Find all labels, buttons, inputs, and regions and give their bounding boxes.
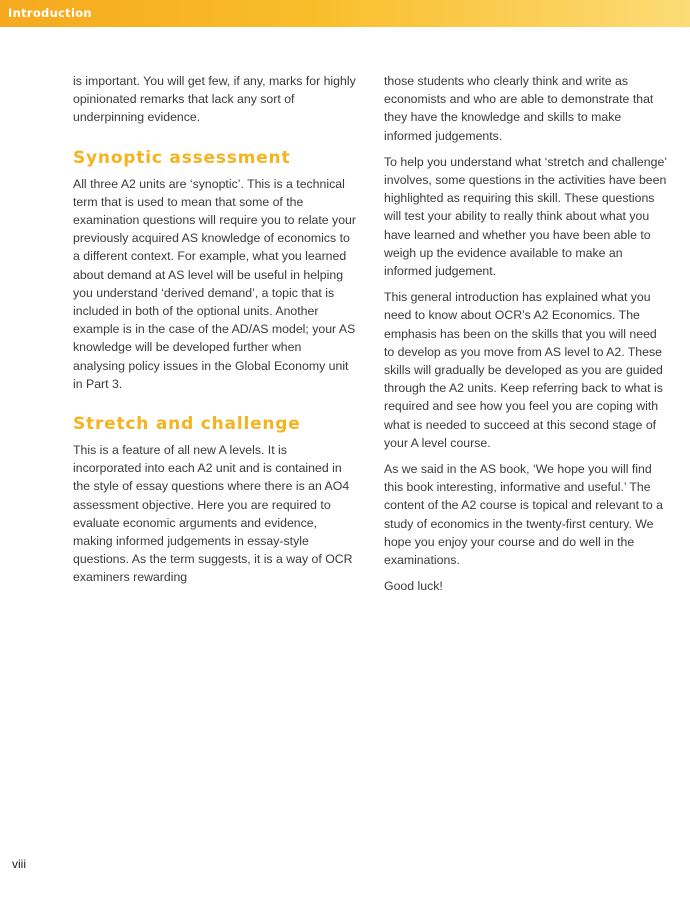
paragraph: To help you understand what ‘stretch and challenge’ involves, some questions in the activities have been highlighted as requiring this skill. These questions will test your ability to really think about what you have learned and whether you have been able to weigh up the evidence available to make an informed judgement. bbox=[384, 154, 667, 279]
page-number: viii bbox=[12, 857, 26, 871]
right-column bbox=[384, 72, 669, 603]
paragraph: All three A2 units are ‘synoptic’. This is a technical term that is used to mean that some of the examination questions will require you to relate your previously acquired AS knowledge of economics to a different context. For example, what you learned about demand at AS level will be useful in helping you understand ‘derived demand’, a topic that is included in both of the optional units. Another example is in the case of the AD/AS model; your AS knowledge will be developed further when analysing policy issues in the Global Economy unit in Part 3. bbox=[73, 176, 356, 391]
heading-stretch-and-challenge: Stretch and challenge bbox=[73, 414, 301, 435]
heading-synoptic-assessment: Synoptic assessment bbox=[73, 147, 291, 168]
paragraph: This is a feature of all new A levels. It is incorporated into each A2 unit and is contained in the style of essay questions where there is an AO4 assessment objective. Here you are required to evaluate economic arguments and evidence, making informed judgements in essay-style questions. As the term suggests, it is a way of OCR examiners rewarding bbox=[73, 443, 353, 585]
paragraph: This general introduction has explained what you need to know about OCR’s A2 Economics. The emphasis has been on the skills that you will need to develop as you move from AS level to A2. These skills will gradually be developed as you are guided through the A2 units. Keep referring back to what is required and see how you feel you are coping with what is needed to succeed at this second stage of your A level course. bbox=[384, 290, 663, 450]
paragraph: is important. You will get few, if any, marks for highly opinionated remarks that lack any sort of underpinning evidence. bbox=[73, 74, 356, 125]
paragraph: those students who clearly think and write as economists and who are able to demonstrate that they have the knowledge and skills to make informed judgements. bbox=[384, 74, 654, 143]
left-column bbox=[73, 72, 356, 595]
section-title: Introduction bbox=[8, 6, 92, 20]
paragraph: As we said in the AS book, ‘We hope you will find this book interesting, informative and useful.’ The content of the A2 course is topical and relevant to a study of economics in the twenty-first century. We hope you enjoy your course and do well in the examinations. bbox=[384, 462, 663, 568]
section-banner bbox=[0, 0, 690, 27]
closing-line: Good luck! bbox=[384, 579, 443, 594]
